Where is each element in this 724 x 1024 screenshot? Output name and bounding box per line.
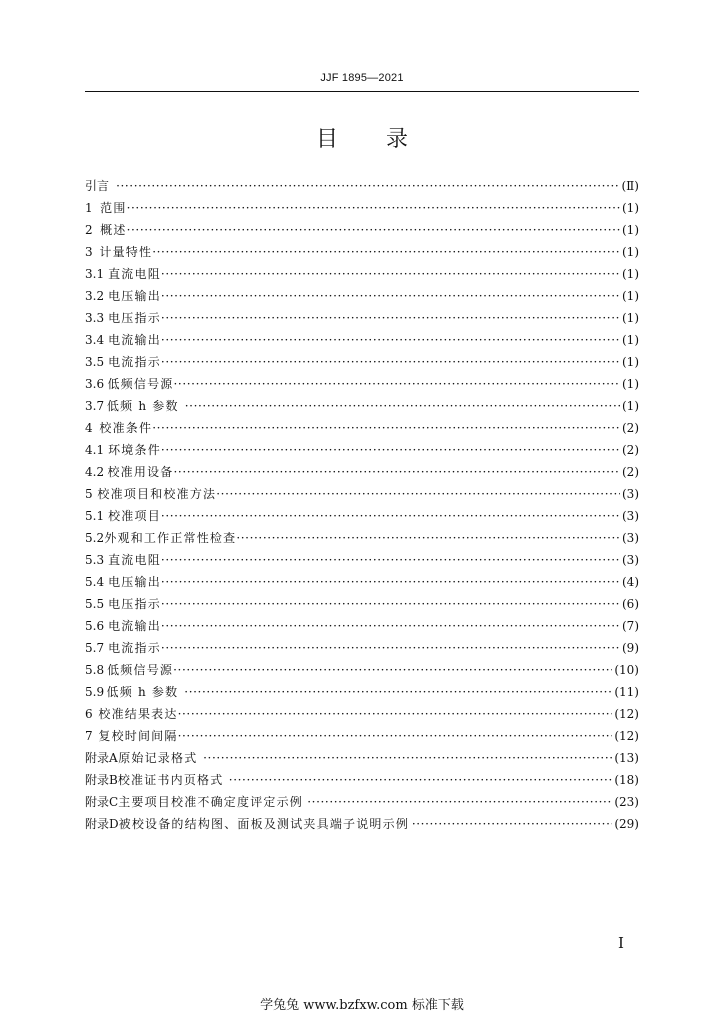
toc-dot-leader (229, 769, 613, 791)
toc-entry (85, 241, 639, 263)
toc-entry (85, 307, 639, 329)
toc-entry-page: (12) (614, 707, 639, 721)
toc-dot-leader (203, 747, 612, 769)
toc-dot-leader (178, 703, 613, 725)
toc-entry (85, 637, 639, 659)
toc-entry-page: (3) (622, 509, 639, 523)
toc-entry-number: 5.3 (85, 553, 105, 567)
toc-entry-page: (13) (614, 751, 639, 765)
toc-entry-page: (1) (622, 333, 639, 347)
toc-dot-leader (185, 395, 620, 417)
toc-entry (85, 615, 639, 637)
toc-entry-page: (2) (622, 465, 639, 479)
toc-entry (85, 219, 639, 241)
toc-entry (85, 681, 639, 703)
toc-dot-leader (161, 351, 620, 373)
standard-code-header: JJF 1895—2021 (320, 72, 404, 84)
toc-entry-page: (1) (622, 289, 639, 303)
toc-entry-page: (11) (614, 685, 639, 699)
toc-entry-label: 校准用设备 (107, 465, 174, 479)
toc-entry-page: (1) (622, 377, 639, 391)
toc-entry-label: 范围 (100, 201, 127, 215)
toc-entry-number: 3.3 (85, 311, 105, 325)
toc-entry-number: 附录A (85, 751, 118, 765)
toc-entry-label: 复校时间间隔 (98, 729, 178, 743)
toc-entry-label: 电压输出 (108, 289, 161, 303)
toc-entry-number: 4 (85, 421, 93, 435)
toc-entry-label: 电压输出 (108, 575, 161, 589)
toc-entry-number: 5.4 (85, 575, 105, 589)
toc-entry-page: (3) (622, 487, 639, 501)
toc-dot-leader (161, 593, 620, 615)
toc-entry-label: 主要项目校准不确定度评定示例 (118, 795, 303, 809)
toc-entry-number: 3.5 (85, 355, 105, 369)
toc-entry-page: (7) (622, 619, 639, 633)
toc-entry-label: 外观和工作正常性检查 (104, 531, 237, 545)
toc-dot-leader (161, 571, 620, 593)
toc-entry (85, 483, 639, 505)
toc-entry-page: (Ⅱ) (621, 179, 639, 193)
toc-entry-label: 环境条件 (108, 443, 161, 457)
toc-entry (85, 439, 639, 461)
toc-dot-leader (174, 461, 621, 483)
toc-entry-label: 低频信号源 (107, 663, 174, 677)
toc-entry (85, 769, 639, 791)
toc-dot-leader (161, 505, 620, 527)
toc-entry-label: 概述 (100, 223, 127, 237)
toc-entry-number: 附录D (85, 817, 119, 831)
toc-entry (85, 263, 639, 285)
toc-entry-label: 被校设备的结构图、面板及测试夹具端子说明示例 (118, 817, 410, 831)
toc-entry-page: (23) (614, 795, 639, 809)
toc-entry-number: 5.2 (85, 531, 105, 545)
table-of-contents (85, 175, 639, 835)
toc-entry-number: 3.4 (85, 333, 105, 347)
toc-entry (85, 725, 639, 747)
toc-entry-label: 直流电阻 (108, 553, 161, 567)
toc-entry-page: (29) (614, 817, 639, 831)
toc-dot-leader (161, 285, 620, 307)
toc-entry-page: (10) (614, 663, 639, 677)
toc-dot-leader (127, 197, 620, 219)
toc-entry-label: 电流指示 (108, 355, 161, 369)
toc-entry (85, 351, 639, 373)
toc-entry-page: (2) (622, 421, 639, 435)
header-rule (85, 91, 639, 92)
toc-dot-leader (161, 549, 620, 571)
toc-entry-page: (9) (622, 641, 639, 655)
toc-entry-label: 电压指示 (108, 311, 161, 325)
toc-entry-page: (1) (622, 245, 639, 259)
toc-entry-page: (1) (622, 223, 639, 237)
toc-entry-page: (1) (622, 355, 639, 369)
toc-entry-number: 3 (85, 245, 93, 259)
toc-entry-label: 低频 h 参数 (106, 399, 179, 413)
toc-dot-leader (307, 791, 612, 813)
toc-entry (85, 505, 639, 527)
toc-entry-label: 校准条件 (99, 421, 153, 435)
toc-dot-leader (161, 329, 620, 351)
page-title: 目录 (315, 127, 456, 152)
toc-entry-number: 5.7 (85, 641, 105, 655)
toc-dot-leader (161, 637, 620, 659)
toc-entry (85, 417, 639, 439)
toc-entry (85, 703, 639, 725)
toc-entry (85, 593, 639, 615)
toc-dot-leader (127, 219, 620, 241)
toc-entry (85, 549, 639, 571)
toc-entry (85, 571, 639, 593)
toc-entry-number: 3.1 (85, 267, 105, 281)
toc-entry-page: (1) (622, 399, 639, 413)
toc-entry (85, 791, 639, 813)
toc-dot-leader (216, 483, 620, 505)
toc-entry-number: 6 (85, 707, 93, 721)
toc-entry-number: 3.2 (85, 289, 105, 303)
toc-entry-label: 校准证书内页格式 (117, 773, 224, 787)
toc-entry-page: (1) (622, 311, 639, 325)
toc-dot-leader (174, 373, 621, 395)
toc-entry-number: 附录C (85, 795, 119, 809)
toc-entry (85, 373, 639, 395)
toc-dot-leader (412, 813, 613, 835)
toc-entry-page: (4) (622, 575, 639, 589)
toc-entry-label: 电流输出 (108, 619, 161, 633)
toc-dot-leader (173, 659, 612, 681)
toc-entry (85, 747, 639, 769)
toc-entry-number: 3.6 (85, 377, 105, 391)
toc-entry (85, 461, 639, 483)
toc-dot-leader (152, 417, 620, 439)
toc-entry-number: 5.1 (85, 509, 105, 523)
toc-entry-number: 5 (85, 487, 93, 501)
toc-entry-label: 原始记录格式 (118, 751, 198, 765)
toc-entry-label: 计量特性 (99, 245, 153, 259)
toc-entry-page: (2) (622, 443, 639, 457)
toc-entry-page: (6) (622, 597, 639, 611)
toc-entry-number: 4.1 (85, 443, 105, 457)
toc-dot-leader (236, 527, 620, 549)
toc-entry (85, 659, 639, 681)
toc-entry-number: 5.6 (85, 619, 105, 633)
toc-entry-page: (1) (622, 201, 639, 215)
toc-entry-number: 引言 (85, 179, 110, 193)
toc-entry-number: 5.9 (85, 685, 105, 699)
toc-entry-number: 1 (85, 201, 93, 215)
toc-dot-leader (161, 263, 620, 285)
toc-dot-leader (161, 307, 620, 329)
toc-entry-page: (18) (614, 773, 639, 787)
toc-dot-leader (116, 175, 619, 197)
page-number: I (618, 934, 624, 952)
toc-entry-label: 低频 h 参数 (106, 685, 179, 699)
toc-dot-leader (161, 439, 620, 461)
toc-entry (85, 813, 639, 835)
toc-entry-label: 电压指示 (108, 597, 161, 611)
toc-entry-number: 附录B (85, 773, 118, 787)
toc-entry (85, 527, 639, 549)
toc-dot-leader (161, 615, 620, 637)
toc-entry-number: 3.7 (85, 399, 105, 413)
toc-dot-leader (184, 681, 612, 703)
toc-entry (85, 329, 639, 351)
toc-entry-number: 5.5 (85, 597, 105, 611)
toc-entry-number: 2 (85, 223, 93, 237)
toc-entry-label: 校准项目 (108, 509, 161, 523)
toc-entry-label: 低频信号源 (107, 377, 174, 391)
footer-watermark-text: 学兔兔 www.bzfxw.com 标准下载 (260, 998, 464, 1013)
toc-entry-page: (1) (622, 267, 639, 281)
toc-entry-label: 电流指示 (108, 641, 161, 655)
toc-entry-number: 5.8 (85, 663, 105, 677)
toc-entry-label: 校准结果表达 (98, 707, 178, 721)
toc-entry-label: 校准项目和校准方法 (97, 487, 217, 501)
toc-dot-leader (152, 241, 620, 263)
toc-entry-page: (3) (622, 553, 639, 567)
toc-entry (85, 285, 639, 307)
toc-entry-label: 直流电阻 (108, 267, 161, 281)
toc-entry-label: 电流输出 (108, 333, 161, 347)
toc-entry-page: (3) (622, 531, 639, 545)
toc-entry-number: 4.2 (85, 465, 105, 479)
toc-entry (85, 395, 639, 417)
toc-entry (85, 175, 639, 197)
toc-entry-number: 7 (85, 729, 93, 743)
toc-entry-page: (12) (614, 729, 639, 743)
toc-entry (85, 197, 639, 219)
toc-dot-leader (178, 725, 613, 747)
